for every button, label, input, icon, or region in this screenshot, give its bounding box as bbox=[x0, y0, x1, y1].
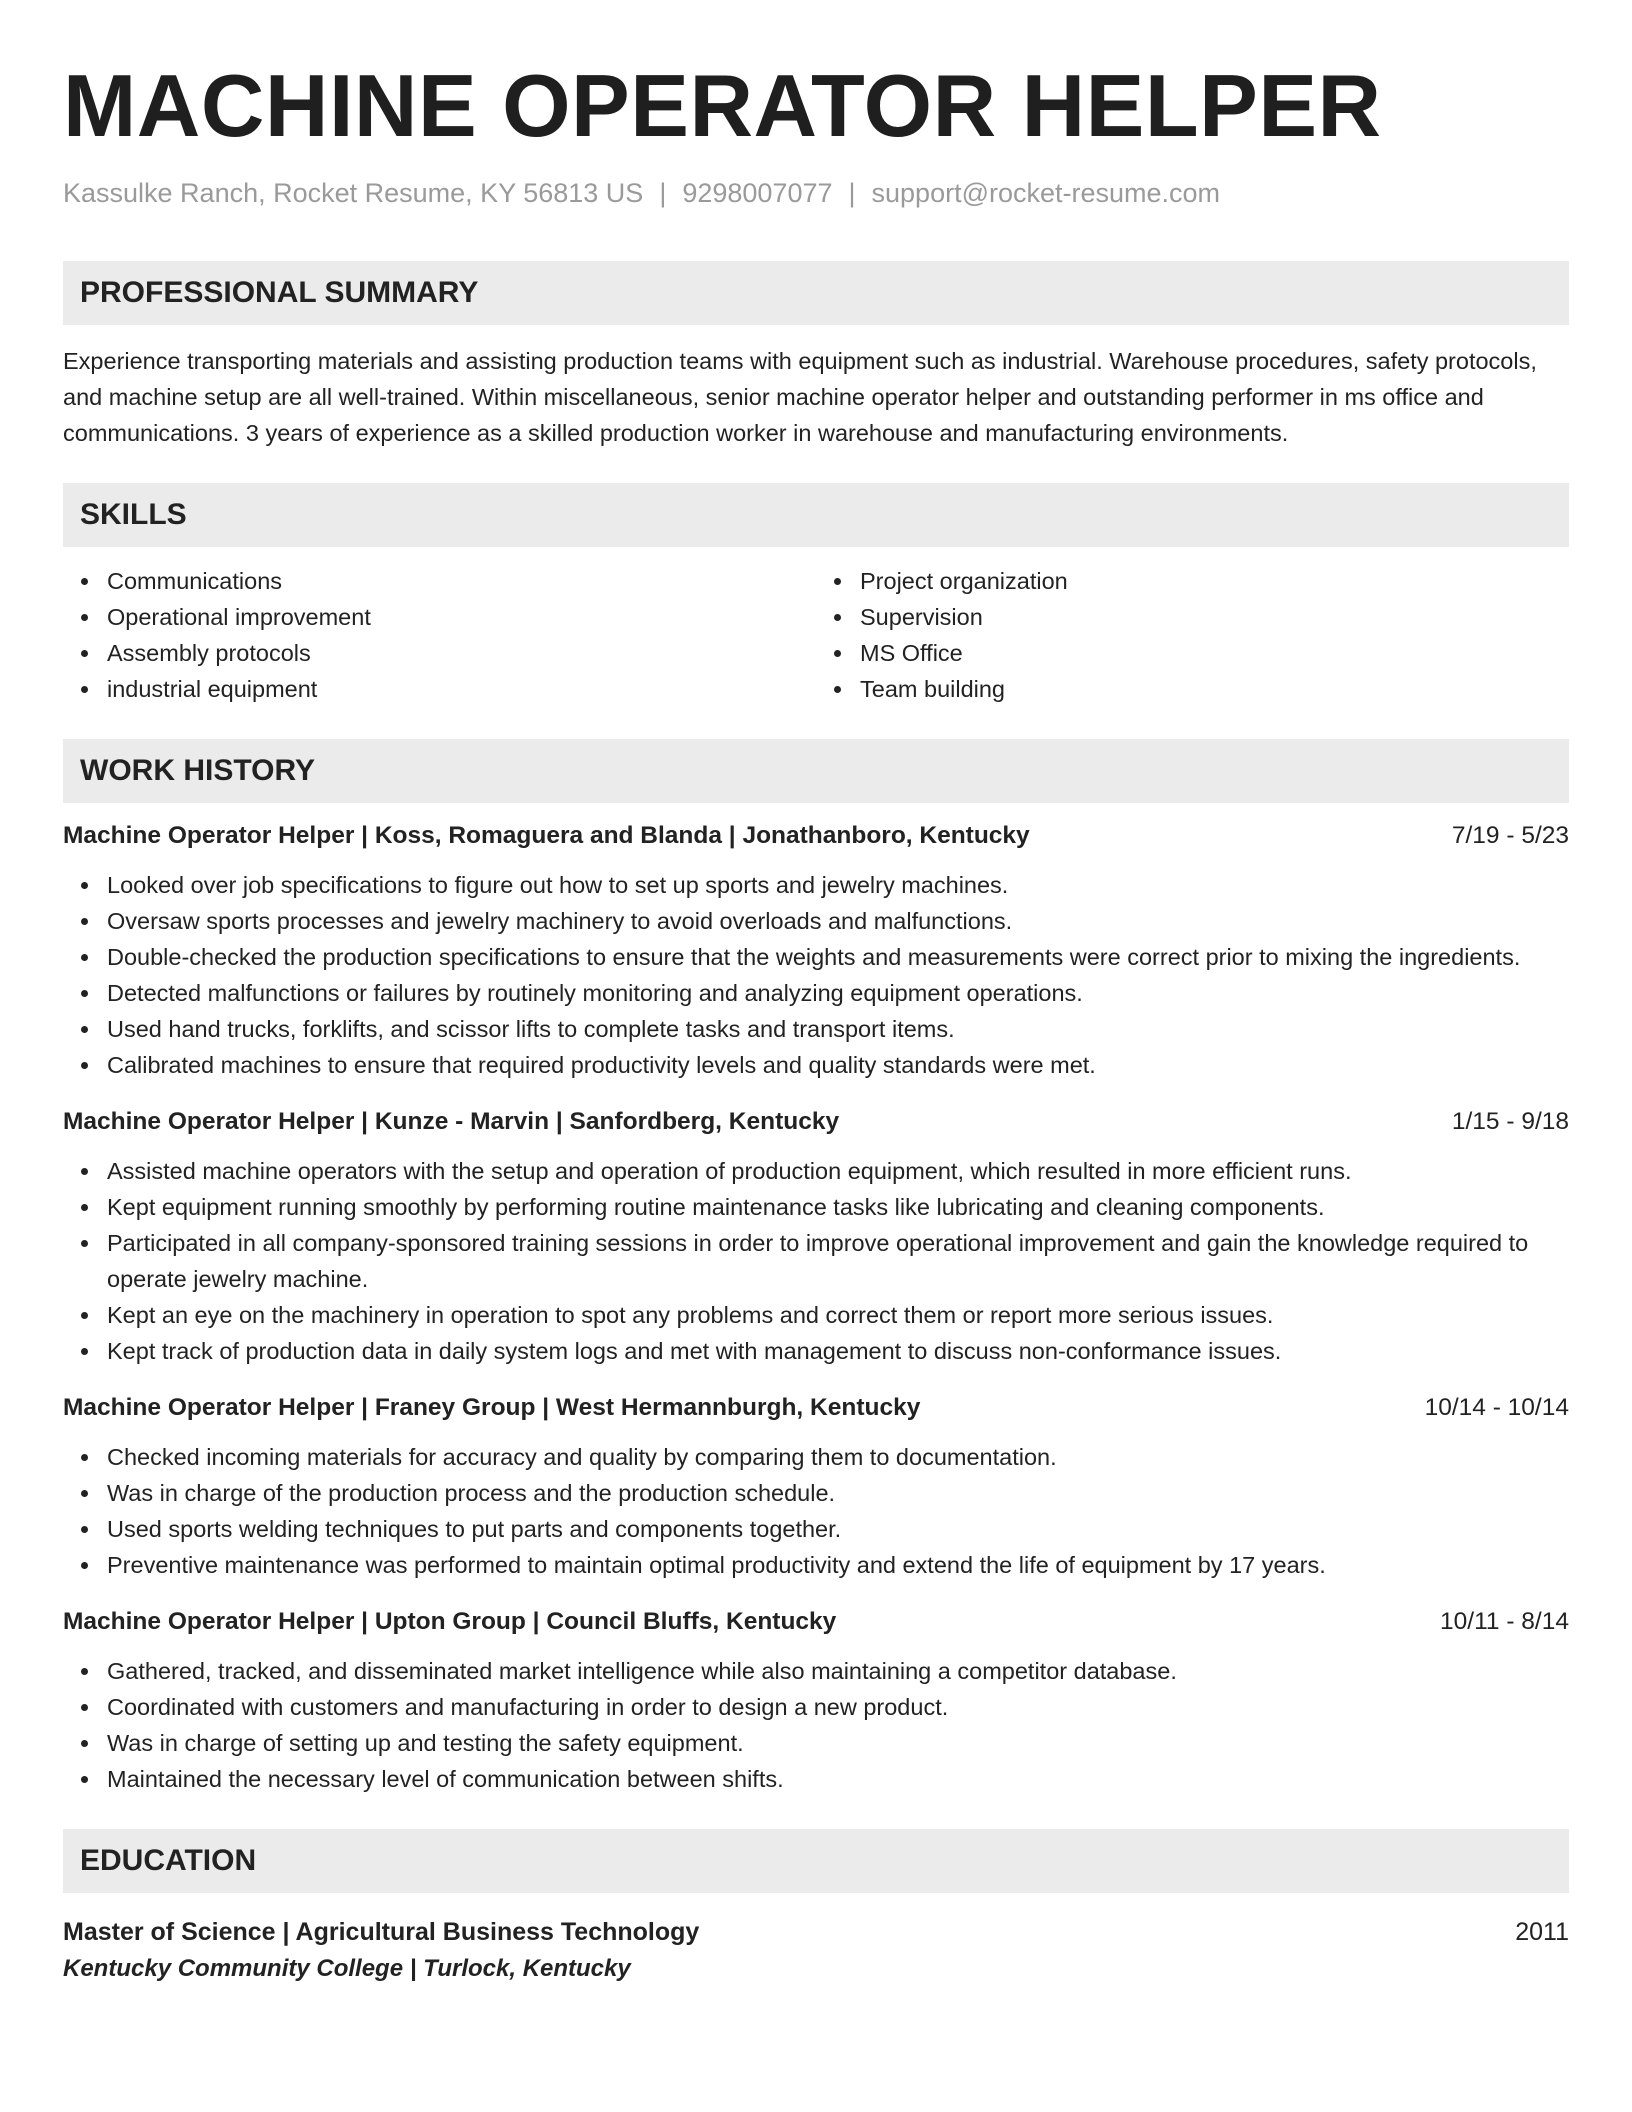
section-heading-skills: SKILLS bbox=[63, 483, 1569, 547]
job-bullet: Participated in all company-sponsored training sessions in order to improve operational improvement and gain the knowledge required to operate jewelry machine. bbox=[107, 1225, 1569, 1297]
job-bullet: Double-checked the production specifications to ensure that the weights and measurements were correct prior to mixing the ingredients. bbox=[107, 939, 1569, 975]
job-bullets bbox=[63, 1439, 1569, 1583]
contact-address: Kassulke Ranch, Rocket Resume, KY 56813 US bbox=[63, 178, 644, 208]
education-entry bbox=[63, 1915, 1569, 1983]
skill-item: Communications bbox=[107, 563, 816, 599]
job-bullet: Gathered, tracked, and disseminated market intelligence while also maintaining a competitor database. bbox=[107, 1653, 1569, 1689]
job-dates: 1/15 - 9/18 bbox=[1451, 1108, 1569, 1135]
section-heading-education: EDUCATION bbox=[63, 1829, 1569, 1893]
job-bullet: Detected malfunctions or failures by routinely monitoring and analyzing equipment operations. bbox=[107, 975, 1569, 1011]
contact-line bbox=[63, 178, 1569, 209]
job-bullet: Kept an eye on the machinery in operation to spot any problems and correct them or report more serious issues. bbox=[107, 1297, 1569, 1333]
job-entry bbox=[63, 1605, 1569, 1797]
job-bullet: Was in charge of the production process and the production schedule. bbox=[107, 1475, 1569, 1511]
contact-separator: | bbox=[848, 178, 856, 208]
section-heading-summary: PROFESSIONAL SUMMARY bbox=[63, 261, 1569, 325]
skill-item: Team building bbox=[860, 671, 1569, 707]
contact-email: support@rocket-resume.com bbox=[871, 178, 1221, 208]
job-bullet: Coordinated with customers and manufacturing in order to design a new product. bbox=[107, 1689, 1569, 1725]
skills-list bbox=[63, 563, 1569, 707]
job-bullets bbox=[63, 1153, 1569, 1369]
education-degree: Master of Science | Agricultural Business Technology bbox=[63, 1918, 700, 1946]
job-bullet: Preventive maintenance was performed to maintain optimal productivity and extend the life of equipment by 17 years. bbox=[107, 1547, 1569, 1583]
job-bullet: Assisted machine operators with the setup and operation of production equipment, which resulted in more efficient runs. bbox=[107, 1153, 1569, 1189]
job-title: Machine Operator Helper | Koss, Romaguera and Blanda | Jonathanboro, Kentucky bbox=[63, 822, 1030, 849]
job-bullet: Maintained the necessary level of communication between shifts. bbox=[107, 1761, 1569, 1797]
skill-item: MS Office bbox=[860, 635, 1569, 671]
job-title: Machine Operator Helper | Upton Group | Council Bluffs, Kentucky bbox=[63, 1608, 837, 1635]
job-bullet: Oversaw sports processes and jewelry machinery to avoid overloads and malfunctions. bbox=[107, 903, 1569, 939]
skill-item: industrial equipment bbox=[107, 671, 816, 707]
job-bullet: Calibrated machines to ensure that required productivity levels and quality standards were met. bbox=[107, 1047, 1569, 1083]
job-bullet: Looked over job specifications to figure out how to set up sports and jewelry machines. bbox=[107, 867, 1569, 903]
job-bullet: Kept equipment running smoothly by performing routine maintenance tasks like lubricating and cleaning components. bbox=[107, 1189, 1569, 1225]
job-dates: 7/19 - 5/23 bbox=[1451, 822, 1569, 849]
skill-item: Project organization bbox=[860, 563, 1569, 599]
job-entry bbox=[63, 1105, 1569, 1369]
section-heading-work: WORK HISTORY bbox=[63, 739, 1569, 803]
skills-column-right bbox=[816, 563, 1569, 707]
job-title: Machine Operator Helper | Kunze - Marvin | Sanfordberg, Kentucky bbox=[63, 1108, 840, 1135]
job-entry bbox=[63, 1391, 1569, 1583]
summary-text: Experience transporting materials and assisting production teams with equipment such as industrial. Warehouse procedures, safety protocols, and machine setup are all well-trained. Within miscellaneous, senior machine operator helper and outstanding performer in ms office and communications. 3 years of experience as a skilled production worker in warehouse and manufacturing environments. bbox=[63, 348, 1537, 446]
candidate-name: MACHINE OPERATOR HELPER bbox=[63, 56, 1382, 155]
job-dates: 10/14 - 10/14 bbox=[1424, 1394, 1569, 1421]
contact-separator: | bbox=[659, 178, 667, 208]
job-bullets bbox=[63, 1653, 1569, 1797]
job-dates: 10/11 - 8/14 bbox=[1440, 1608, 1569, 1635]
skill-item: Assembly protocols bbox=[107, 635, 816, 671]
job-bullet: Kept track of production data in daily system logs and met with management to discuss non-conformance issues. bbox=[107, 1333, 1569, 1369]
job-bullet: Used hand trucks, forklifts, and scissor lifts to complete tasks and transport items. bbox=[107, 1011, 1569, 1047]
job-bullets bbox=[63, 867, 1569, 1083]
education-year: 2011 bbox=[1515, 1918, 1569, 1946]
job-bullet: Checked incoming materials for accuracy and quality by comparing them to documentation. bbox=[107, 1439, 1569, 1475]
skills-column-left bbox=[63, 563, 816, 707]
skill-item: Supervision bbox=[860, 599, 1569, 635]
skill-item: Operational improvement bbox=[107, 599, 816, 635]
job-entry bbox=[63, 819, 1569, 1083]
job-bullet: Used sports welding techniques to put parts and components together. bbox=[107, 1511, 1569, 1547]
job-title: Machine Operator Helper | Franey Group | West Hermannburgh, Kentucky bbox=[63, 1394, 921, 1421]
education-school: Kentucky Community College | Turlock, Kentucky bbox=[63, 1955, 631, 1982]
contact-phone: 9298007077 bbox=[682, 178, 833, 208]
job-bullet: Was in charge of setting up and testing the safety equipment. bbox=[107, 1725, 1569, 1761]
